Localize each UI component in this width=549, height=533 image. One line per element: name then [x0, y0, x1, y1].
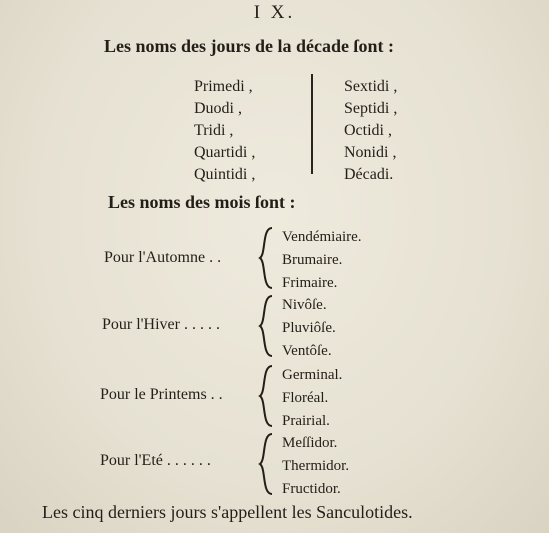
- season-months: [282, 432, 349, 501]
- day-name: Sextidi ,: [344, 78, 398, 95]
- month-name: Nivôſe.: [282, 297, 327, 313]
- month-name: Fructidor.: [282, 481, 341, 497]
- day-name: Nonidi ,: [344, 144, 397, 161]
- curly-brace-icon: [256, 226, 276, 290]
- days-left-column: [194, 76, 255, 186]
- months-heading: Les noms des mois ſont :: [108, 192, 296, 212]
- month-name: Thermidor.: [282, 458, 350, 474]
- month-name: Meſſidor.: [282, 435, 338, 451]
- day-name: Septidi ,: [344, 100, 398, 117]
- month-name: Germinal.: [282, 367, 343, 383]
- day-name: Quintidi ,: [194, 166, 256, 183]
- month-name: Vendémiaire.: [282, 229, 362, 245]
- day-name: Quartidi ,: [194, 144, 256, 161]
- curly-brace-icon: [256, 432, 276, 496]
- days-right-column: [344, 76, 397, 186]
- column-divider: [311, 74, 313, 174]
- season-label: Pour l'Hiver . . . . .: [102, 316, 220, 333]
- days-heading: Les noms des jours de la décade ſont :: [104, 36, 395, 56]
- month-name: Pluviôſe.: [282, 320, 336, 336]
- day-name: Primedi ,: [194, 78, 253, 95]
- day-name: Octidi ,: [344, 122, 392, 139]
- day-name: Duodi ,: [194, 100, 242, 117]
- season-label: Pour l'Automne . .: [104, 249, 222, 266]
- curly-brace-icon: [256, 364, 276, 428]
- month-name: Ventôſe.: [282, 343, 332, 359]
- month-name: Floréal.: [282, 390, 329, 406]
- season-months: [282, 364, 342, 433]
- season-label: Pour le Printems . .: [100, 386, 223, 403]
- footer-line: Les cinq derniers jours s'appellent les Sanculotides.: [42, 502, 413, 522]
- page-number: I X.: [253, 2, 296, 23]
- day-name: Tridi ,: [194, 122, 234, 139]
- curly-brace-icon: [256, 294, 276, 358]
- season-months: [282, 226, 362, 295]
- month-name: Frimaire.: [282, 275, 338, 291]
- day-name: Décadi.: [344, 166, 394, 183]
- month-name: Prairial.: [282, 413, 330, 429]
- season-label: Pour l'Eté . . . . . .: [100, 452, 211, 469]
- season-months: [282, 294, 336, 363]
- month-name: Brumaire.: [282, 252, 343, 268]
